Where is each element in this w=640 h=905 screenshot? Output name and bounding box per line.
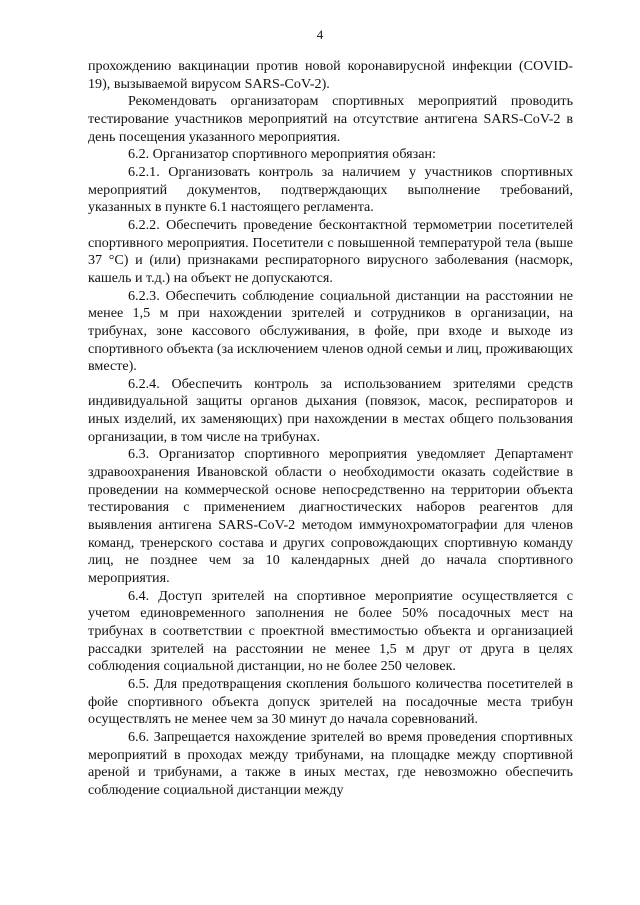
paragraph-6-4: 6.4. Доступ зрителей на спортивное мероприятие осуществляется с учетом единовременного заполнения не более 50% посадочных мест на трибунах в соответствии с проектной вместимостью объекта и организацией рассадки зрителей на расстоянии не менее 1,5 м друг от друга в целях соблюдения социальной дистанции, но не более 250 человек. xyxy=(88,587,573,675)
paragraph-6-3: 6.3. Организатор спортивного мероприятия уведомляет Департамент здравоохранения Ивановской области о необходимости оказать содействие в проведении на коммерческой основе непосредственно на территории объекта тестирования с применением диагностических наборов реагентов для выявления антигена SARS-CoV-2 методом иммунохроматографии для членов команд, тренерского состава и других сопровождающих спортивную команду лиц, не позднее чем за 10 календарных дней до начала спортивного мероприятия. xyxy=(88,446,573,587)
paragraph-6-5: 6.5. Для предотвращения скопления большого количества посетителей в фойе спортивного объекта допуск зрителей на посадочные места трибун осуществлять не менее чем за 30 минут до начала соревнований. xyxy=(88,675,573,728)
page-number: 4 xyxy=(316,27,324,42)
paragraph-6-6: 6.6. Запрещается нахождение зрителей во время проведения спортивных мероприятий в проходах между трибунами, на площадке между спортивной ареной и трибунами, а также в иных местах, где невозможно обеспечить соблюдение социальной дистанции между xyxy=(88,728,573,798)
paragraph-6-2-4: 6.2.4. Обеспечить контроль за использованием зрителями средств индивидуальной защиты органов дыхания (повязок, масок, респираторов и иных изделий, их заменяющих) при нахождении в местах общего пользования организации, в том числе на трибунах. xyxy=(88,375,573,445)
paragraph-6-2-3: 6.2.3. Обеспечить соблюдение социальной дистанции на расстоянии не менее 1,5 м при нахождении зрителей и сотрудников в организации, на трибунах, зоне кассового обслуживания, в фойе, при входе и выходе из спортивного объекта (за исключением членов одной семьи и лиц, проживающих вместе). xyxy=(88,287,573,375)
paragraph-6-2: 6.2. Организатор спортивного мероприятия обязан: xyxy=(128,146,436,163)
document-body xyxy=(88,58,573,800)
paragraph-6-2-1: 6.2.1. Организовать контроль за наличием у участников спортивных мероприятий документов, подтверждающих выполнение требований, указанных в пункте 6.1 настоящего регламента. xyxy=(88,163,573,216)
paragraph-6-2-2: 6.2.2. Обеспечить проведение бесконтактной термометрии посетителей спортивного мероприятия. Посетители с повышенной температурой тела (выше 37 °C) и (или) признаками респираторного вирусного заболевания (насморк, кашель и т.д.) на объект не допускаются. xyxy=(88,216,573,286)
paragraph-testing-recommendation: Рекомендовать организаторам спортивных мероприятий проводить тестирование участников мероприятий на отсутствие антигена SARS-CoV-2 в день посещения указанного мероприятия. xyxy=(88,93,573,145)
paragraph-continuation: прохождению вакцинации против новой коронавирусной инфекции (COVID-19), вызываемой вирусом SARS-CoV-2). xyxy=(88,58,573,92)
